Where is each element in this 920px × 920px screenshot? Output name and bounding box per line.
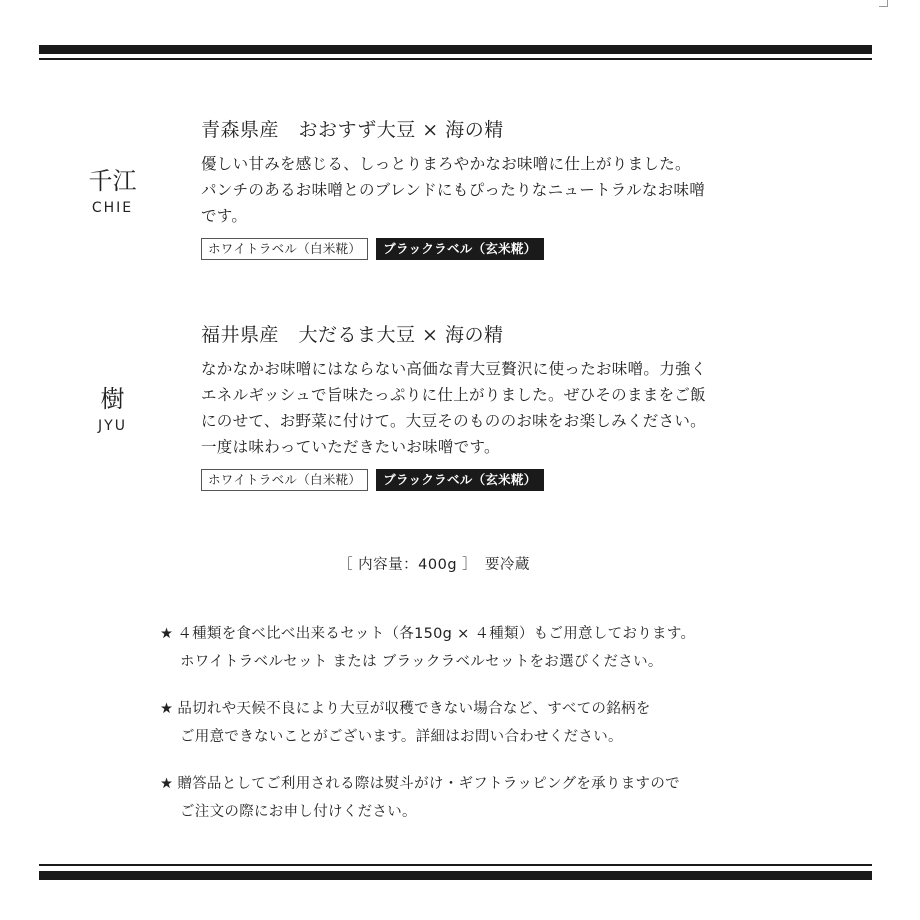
note-line: 品切れや天候不良により大豆が収穫できない場合など、すべての銘柄を <box>177 701 651 717</box>
black-label-badge: ブラックラベル（玄米糀） <box>376 238 543 260</box>
product-name-block <box>60 384 165 436</box>
label-options <box>201 238 771 260</box>
product-description <box>201 151 771 229</box>
top-divider-thick <box>39 45 872 54</box>
note-item <box>160 620 800 676</box>
notes-list <box>160 620 800 845</box>
note-item <box>160 770 800 826</box>
note-line: ４種類を食べ比べ出来るセット（各150g × ４種類）もご用意しております。 <box>177 626 696 642</box>
note-line: ご注文の際にお申し付けください。 <box>180 804 417 820</box>
star-icon: ★ <box>160 626 174 642</box>
product-body <box>201 117 771 260</box>
note-line: ホワイトラベルセット または ブラックラベルセットをお選びください。 <box>180 654 663 670</box>
product-name-jp: 千江 <box>88 167 137 195</box>
description-line: パンチのあるお味噌とのブレンドにもぴったりなニュートラルなお味噌 <box>201 181 706 199</box>
product-body <box>201 322 771 491</box>
label-options <box>201 469 771 491</box>
note-line: 贈答品としてご利用される際は熨斗がけ・ギフトラッピングを承りますので <box>177 776 680 792</box>
description-line: なかなかお味噌にはならない高価な青大豆贅沢に使ったお味噌。力強く <box>201 360 707 378</box>
star-icon: ★ <box>160 776 174 792</box>
product-title: 青森県産 おおすず大豆 × 海の精 <box>201 119 504 141</box>
white-label-badge: ホワイトラベル（白米糀） <box>201 238 368 260</box>
star-icon: ★ <box>160 701 174 717</box>
corner-mark <box>879 0 888 7</box>
description-line: です。 <box>201 207 248 225</box>
note-line: ご用意できないことがございます。詳細はお問い合わせください。 <box>180 729 623 745</box>
description-line: 一度は味わっていただきたいお味噌です。 <box>201 438 500 456</box>
product-description <box>201 356 771 460</box>
description-line: 優しい甘みを感じる、しっとりまろやかなお味噌に仕上がりました。 <box>201 155 691 173</box>
product-name-en: JYU <box>98 418 127 434</box>
description-line: にのせて、お野菜に付けて。大豆そのもののお味をお楽しみください。 <box>201 412 706 430</box>
black-label-badge: ブラックラベル（玄米糀） <box>376 469 543 491</box>
product-name-block <box>60 166 165 218</box>
bottom-divider-thin <box>39 864 872 866</box>
note-item <box>160 695 800 751</box>
product-title: 福井県産 大だるま大豆 × 海の精 <box>201 324 504 346</box>
capacity-info: ［ 内容量：400g ］ 要冷蔵 <box>338 557 530 573</box>
top-divider-thin <box>39 58 872 60</box>
description-line: エネルギッシュで旨味たっぷりに仕上がりました。ぜひそのままをご飯 <box>201 386 706 404</box>
bottom-divider-thick <box>39 871 872 880</box>
product-name-jp: 樹 <box>100 385 125 413</box>
white-label-badge: ホワイトラベル（白米糀） <box>201 469 368 491</box>
product-name-en: CHIE <box>91 200 134 216</box>
